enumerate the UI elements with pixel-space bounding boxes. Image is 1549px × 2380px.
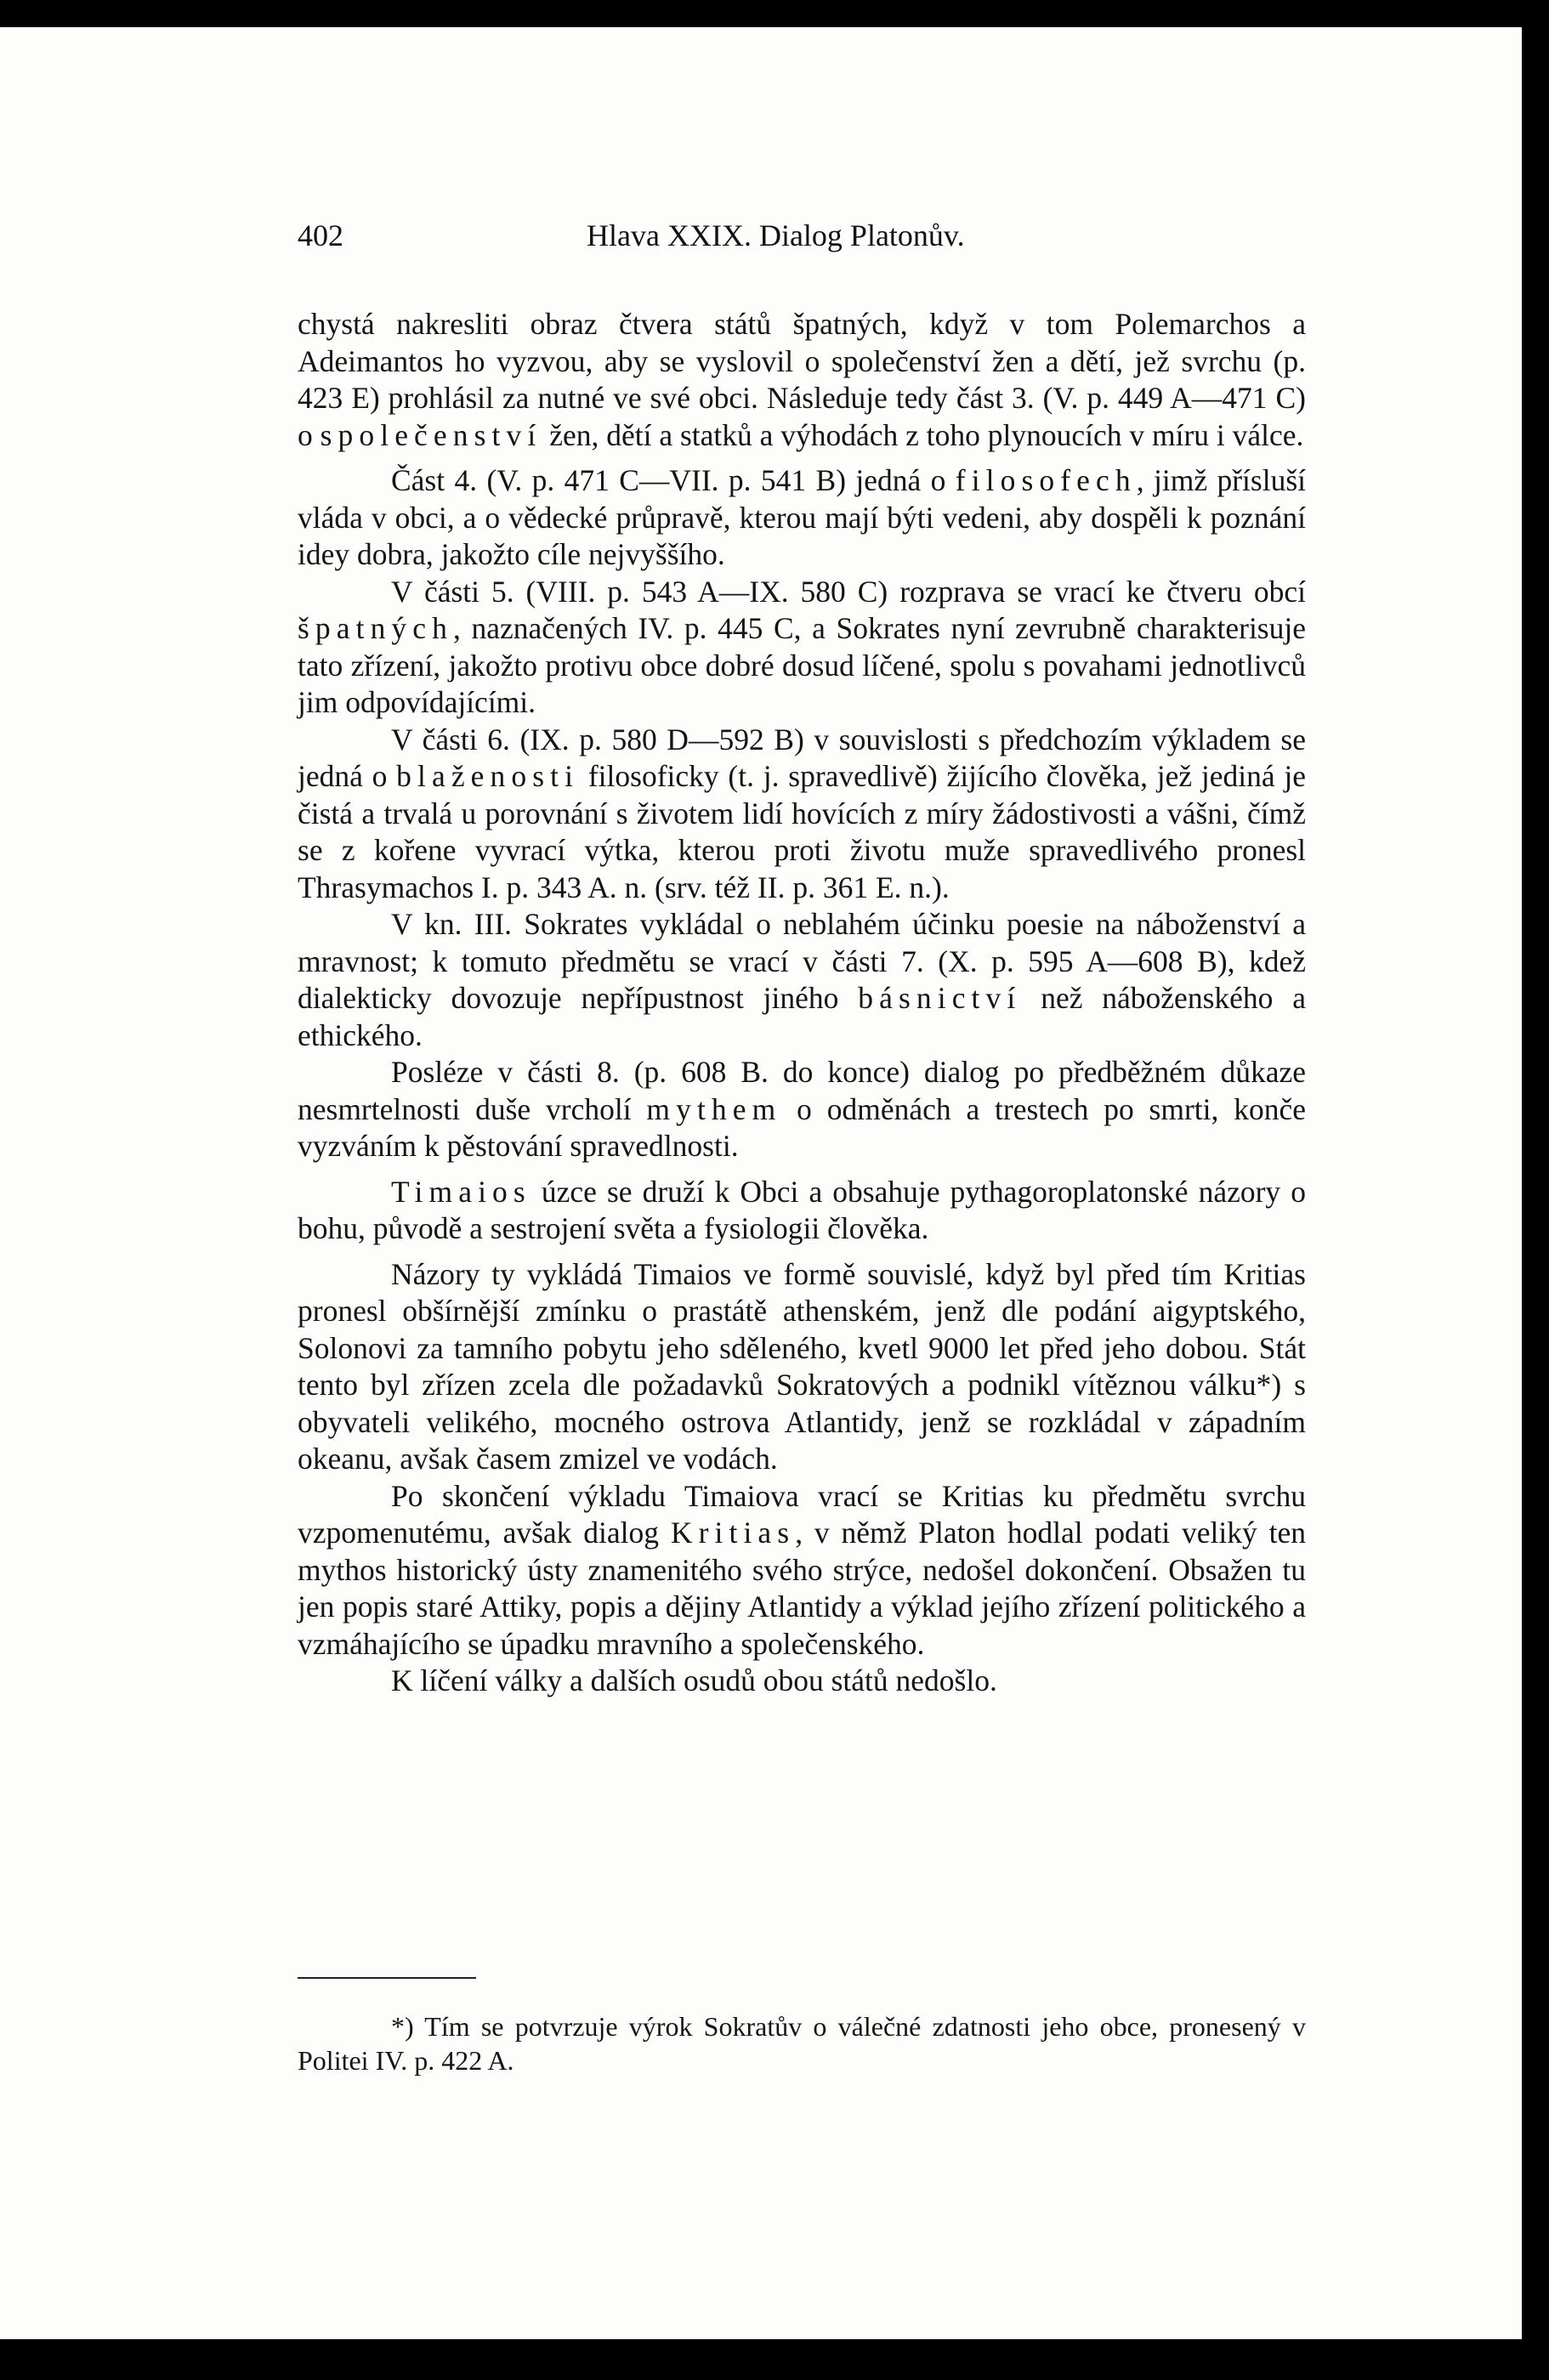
spaced-term: špatných: [298, 611, 453, 645]
page-header: [298, 197, 1309, 252]
footnote: [298, 2009, 1306, 2077]
spaced-term: básnictví: [858, 981, 1022, 1015]
paragraph: Názory ty vykládá Timaios ve formě souvislé, když byl před tím Kritias pronesl obšírnější zmínku o prastátě athenském, jenž dle podání aigyptského, Solonovi za tamního pobytu jeho sděleného, kvetl 9000 let před jeho dobou. Stát tento byl zřízen zcela dle požadavků Sokratových a podnikl vítěznou válku*) s obyvateli velikého, mocného ostrova Atlantidy, jenž se rozkládal v západním okeanu, avšak časem zmizel ve vodách.: [298, 1256, 1306, 1476]
footnote-text: *) Tím se potvrzuje výrok Sokratův o válečné zdatnosti jeho obce, pronesený v Politei IV. p. 422 A.: [298, 2011, 1306, 2076]
paragraph: Timaios úzce se druží k Obci a obsahuje pythagoroplatonské názory o bohu, původě a sestrojení světa a fysiologii člověka.: [298, 1174, 1306, 1245]
running-title: Hlava XXIX. Dialog Platonův.: [587, 218, 965, 252]
page-number: 402: [298, 218, 343, 252]
spaced-term: společenství: [320, 417, 542, 452]
footnote-rule: [298, 1977, 476, 1979]
paragraph: Část 4. (V. p. 471 C—VII. p. 541 B) jedná o filosofech, jimž přísluší vláda v obci, a o vědecké průpravě, kterou mají býti vedeni, aby dospěli k poznání idey dobra, jakožto cíle nejvyššího.: [298, 463, 1307, 571]
spaced-term: mythem: [646, 1091, 782, 1126]
paragraph: Posléze v části 8. (p. 608 B. do konce) dialog po předběžném důkaze nesmrtelnosti duše vrcholí mythem o odměnách a trestech po smrti, konče vyzváním k pěstování spravedlnosti.: [298, 1055, 1306, 1163]
paragraph: V části 6. (IX. p. 580 D—592 B) v souvislosti s předchozím výkladem se jedná o blaženosti filosoficky (t. j. spravedlivě) žijícího člověka, jež jediná je čistá a trvalá u porovnání s životem lidí hovících z míry žádostivosti a vášni, čímž se z kořene vyvrací výtka, kterou proti životu muže spravedlivého pronesl Thrasymachos I. p. 343 A. n. (srv. též II. p. 361 E. n.).: [298, 722, 1306, 904]
main-text: [298, 306, 1306, 1700]
paragraph: Po skončení výkladu Timaiova vrací se Kritias ku předmětu svrchu vzpomenutému, avšak dialog Kritias, v němž Platon hodlal podati veliký ten mythos historický ústy znamenitého svého strýce, nedošel dokončení. Obsažen tu jen popis staré Attiky, popis a dějiny Atlantidy a výklad jejího zřízení politického a vzmáhajícího se úpadku mravního a společenského.: [298, 1478, 1307, 1661]
paragraph: chystá nakresliti obraz čtvera států špatných, když v tom Polemarchos a Adeimantos ho vyzvou, aby se vyslovil o společenství žen a dětí, jež svrchu (p. 423 E) prohlásil za nutné ve své obci. Následuje tedy část 3. (V. p. 449 A—471 C) o společenství žen, dětí a statků a výhodách z toho plynoucích v míru i válce.: [298, 307, 1306, 452]
paragraph: V kn. III. Sokrates vykládal o neblahém účinku poesie na náboženství a mravnost; k tomuto předmětu se vrací v části 7. (X. p. 595 A—608 B), kdež dialekticky dovozuje nepřípustnost jiného básnictví než náboženského a ethického.: [298, 907, 1306, 1052]
spaced-term: filosofech: [955, 463, 1137, 497]
paragraph: K líčení války a dalších osudů obou států nedošlo.: [391, 1663, 997, 1697]
spaced-term: Kritias: [670, 1516, 796, 1550]
spaced-term: blaženosti: [396, 759, 580, 793]
spaced-term: Timaios: [391, 1174, 531, 1209]
paragraph: V části 5. (VIII. p. 543 A—IX. 580 C) rozprava se vrací ke čtveru obcí špatných, naznačených IV. p. 445 C, a Sokrates nyní zevrubně charakterisuje tato zřízení, jakožto protivu obce dobré dosud líčené, spolu s povahami jednotlivců jim odpovídajícími.: [298, 574, 1306, 719]
